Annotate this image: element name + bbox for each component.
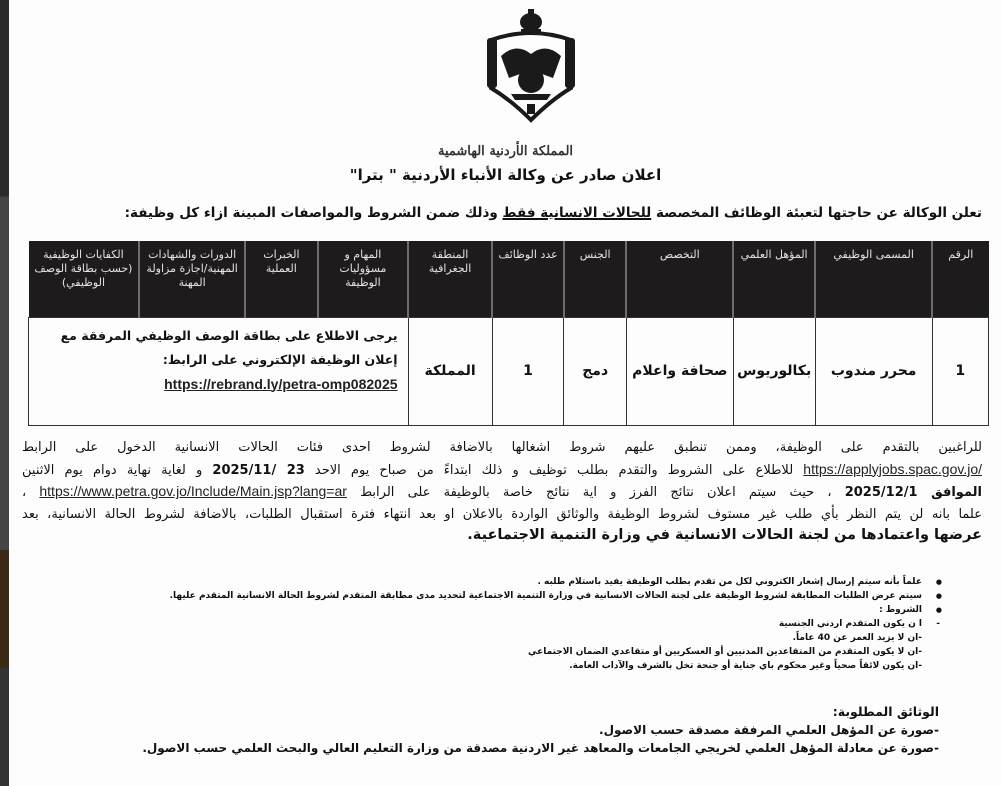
jobs-table <box>28 241 989 426</box>
condition-nationality: - ا ن يكون المتقدم اردني الجنسية <box>170 617 942 631</box>
coat-of-arms-icon <box>481 8 581 126</box>
cell-count: 1 <box>492 317 564 425</box>
cell-region: المملكة <box>408 317 492 425</box>
apply-link[interactable]: https://applyjobs.spac.gov.jo/ <box>803 460 983 477</box>
required-documents <box>142 703 939 757</box>
table-header-row <box>29 241 989 317</box>
job-description-link[interactable]: https://rebrand.ly/petra-omp082025 <box>164 375 398 392</box>
cell-gender: دمج <box>564 317 627 425</box>
col-number: الرقم <box>932 241 988 317</box>
instructions-line-2b: و لغاية نهاية دوام يوم الاثنين <box>22 462 213 478</box>
intro-emphasis: للحالات الانسانية فقط <box>502 205 652 221</box>
instructions-line-4: علما بانه لن يتم النظر بأي طلب غير مستوف لشروط الوظيفة والوثائق الواردة بالاعلان او بعد انتهاء فترة استقبال الطلبات، بالاضافة لشروط الحالة الانسانية، بعد <box>22 506 982 522</box>
intro-text <box>125 205 982 221</box>
col-qualification: المؤهل العلمي <box>733 241 815 317</box>
documents-heading: الوثائق المطلوبة: <box>832 704 939 719</box>
cell-number: 1 <box>932 317 988 425</box>
note-committee-review: ● سيتم عرض الطلبات المطابقة لشروط الوظيفة على لجنة الحالات الانسانية في وزارة التنمية الاجتماعية لتحديد مدى مطابقة المتقدم لشروط الحالة الانسانية المتقدم عليها. <box>170 589 942 603</box>
document-item: -صورة عن المؤهل العلمي المرفقة مصدقة حسب الاصول. <box>599 723 939 737</box>
instructions-line-1: للراغبين بالتقدم على الوظيفة، وممن تنطبق عليهم شروط اشغالها بالاضافة لشروط احدى فئات الحالات الانسانية الدخول على الرابط <box>22 440 982 455</box>
cell-job-title: محرر مندوب <box>815 317 932 425</box>
conditions-label: ● الشروط : <box>170 603 942 617</box>
col-count: عدد الوظائف <box>492 241 564 317</box>
col-competencies: الكفايات الوظيفية (حسب بطاقة الوصف الوظيفي) <box>29 241 140 317</box>
col-duties: المهام و مسؤوليات الوظيفة <box>318 241 408 317</box>
announcement-document <box>9 0 1002 786</box>
condition-not-retired: -ان لا يكون المتقدم من المتقاعدين المدنيين أو العسكريين أو متقاعدي الضمان الاجتماعي <box>527 647 922 657</box>
start-date: 23 /2025/11 <box>212 462 305 478</box>
notes-list <box>170 575 942 673</box>
col-experience: الخبرات العملية <box>245 241 318 317</box>
instructions-line-2 <box>22 459 982 482</box>
kingdom-name: المملكة الأردنية الهاشمية <box>437 144 574 159</box>
condition-fitness-conduct: -ان يكون لائقاً صحياً وغير محكوم باي جناية أو جنحة تخل بالشرف والآداب العامة. <box>569 661 922 671</box>
instructions-line-3b: ، حيث سيتم اعلان نتائج الفرز و اية نتائج خاصة بالوظيفة على الرابط <box>346 485 845 500</box>
note-confirmation: ● علماً بأنه سيتم إرسال إشعار الكتروني لكل من تقدم بطلب الوظيفة يفيد باستلام طلبه . <box>170 575 942 589</box>
col-specialization: التخصص <box>626 241 733 317</box>
announcement-title: اعلان صادر عن وكالة الأنباء الأردنية " بترا" <box>349 166 662 184</box>
application-instructions <box>22 437 982 547</box>
end-date: 2025/12/1 <box>844 485 918 500</box>
table-row <box>29 317 989 425</box>
instructions-line-3 <box>22 481 982 504</box>
col-job-title: المسمى الوظيفي <box>815 241 932 317</box>
intro-before: تعلن الوكالة عن حاجتها لتعبئة الوظائف المخصصة <box>651 205 982 221</box>
col-region: المنطقة الجغرافية <box>408 241 492 317</box>
instructions-line-5: عرضها واعتمادها من لجنة الحالات الانسانية في وزارة التنمية الاجتماعية. <box>467 527 982 543</box>
instructions-line-3c: ، <box>22 485 40 500</box>
col-gender: الجنس <box>564 241 627 317</box>
intro-after: وذلك ضمن الشروط والمواصفات المبينة ازاء كل وظيفة: <box>124 205 503 221</box>
instructions-line-2a: للاطلاع على الشروط والتقدم بطلب توظيف و ذلك ابتداءً من صباح يوم الاحد <box>304 462 804 478</box>
cell-specialization: صحافة واعلام <box>626 317 733 425</box>
cell-qualification: بكالوريوس <box>733 317 815 425</box>
description-text: يرجى الاطلاع على بطاقة الوصف الوظيفي المرفقة مع إعلان الوظيفة الإلكتروني على الرابط: <box>60 327 398 367</box>
document-item: -صورة عن معادلة المؤهل العلمي لخريجي الجامعات والمعاهد غير الاردنية مصدقة من وزارة التعليم العالي والبحث العلمي حسب الاصول. <box>142 741 939 755</box>
instructions-line-3a: الموافق <box>917 485 983 500</box>
petra-link[interactable]: https://www.petra.gov.jo/Include/Main.jsp?lang=ar <box>39 483 347 499</box>
condition-age: -ان لا يزيد العمر عن 40 عاماً. <box>792 633 922 643</box>
cell-description <box>29 317 409 425</box>
scan-edge-strip <box>0 0 9 786</box>
col-courses: الدورات والشهادات المهنية/اجازة مزاولة المهنة <box>139 241 245 317</box>
